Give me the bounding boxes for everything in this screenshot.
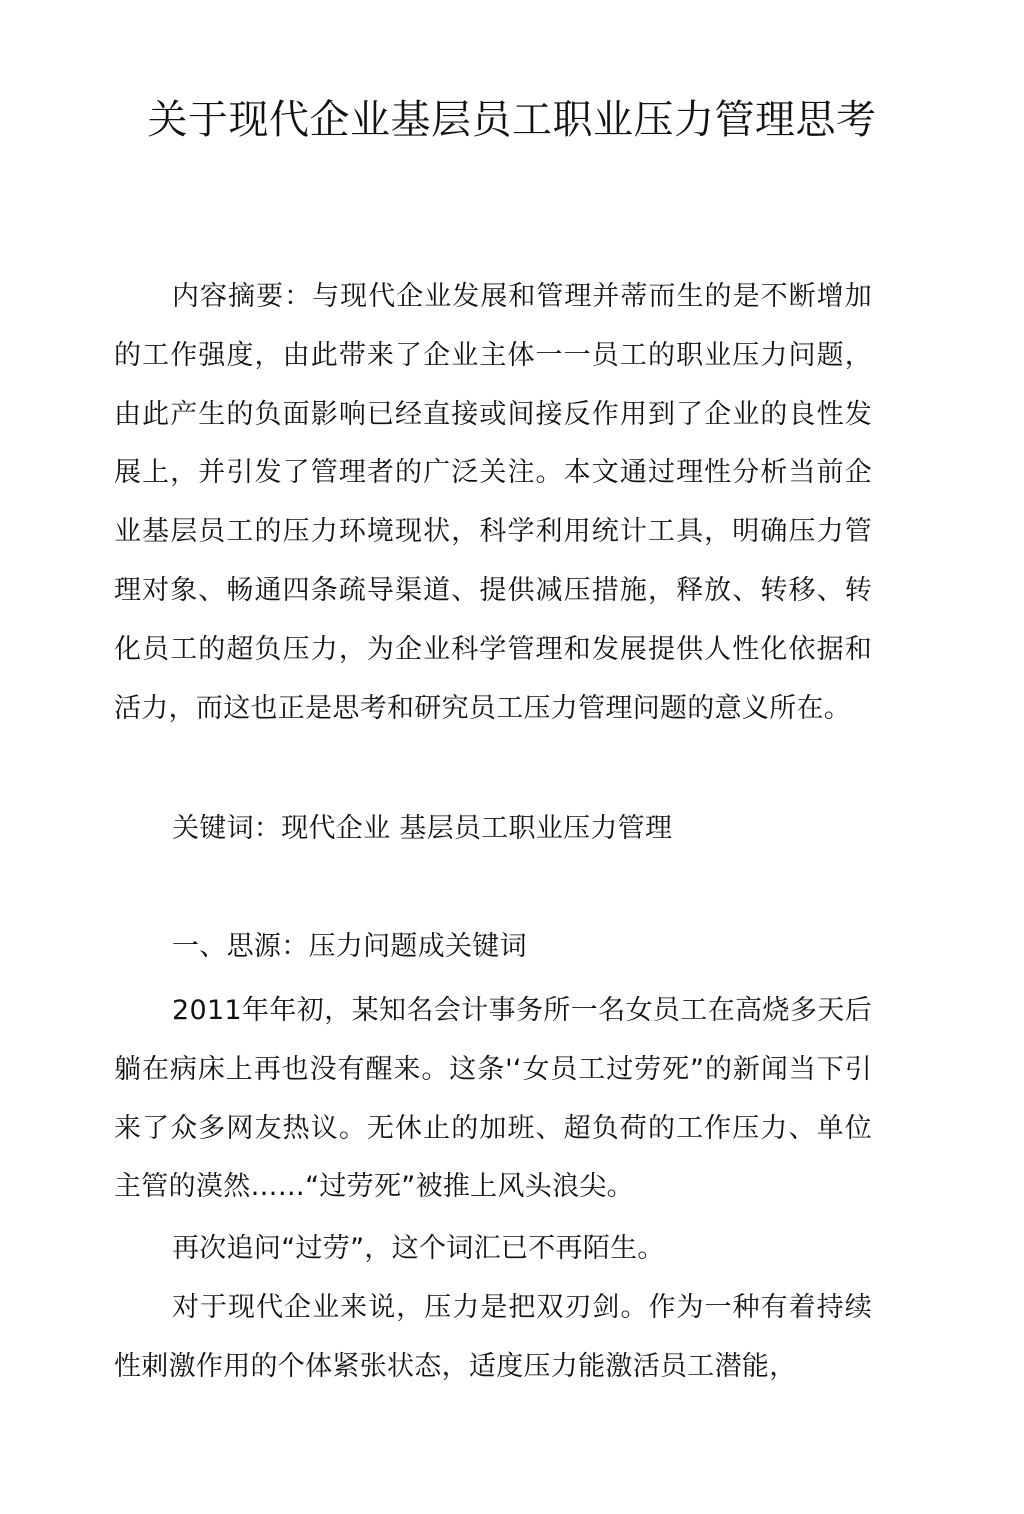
keywords-line: 关键词：现代企业 基层员工职业压力管理 [172,813,673,844]
abstract-paragraph: 内容摘要：与现代企业发展和管理并蒂而生的是不断增加的工作强度，由此带来了企业主体一一员工的职业压力问题，由此产生的负面影响已经直接或间接反作用到了企业的良性发展上，并引发了管理者的广泛关注。本文通过理性分析当前企业基层员工的压力环境现状，科学利用统计工具，明确压力管理对象、畅通四条疏导渠道、提供减压措施，释放、转移、转化员工的超负压力，为企业科学管理和发展提供人性化依据和活力，而这也正是思考和研究员工压力管理问题的意义所在。 [114,281,872,724]
document-title: 关于现代企业基层员工职业压力管理思考 [147,97,877,143]
section-heading: 一、思源：压力问题成关键词 [172,931,527,962]
body-paragraph: 再次追问“过劳”，这个词汇已不再陌生。 [172,1233,665,1264]
body-paragraph: 2011年年初，某知名会计事务所一名女员工在高烧多天后躺在病床上再也没有醒来。这条'‘女员工过劳死”的新闻当下引来了众多网友热议。无休止的加班、超负荷的工作压力、单位主管的漠然……“过劳死”被推上风头浪尖。 [114,995,872,1203]
body-paragraph: 对于现代企业来说，压力是把双刃剑。作为一种有着持续性刺激作用的个体紧张状态，适度压力能激活员工潜能， [114,1292,872,1382]
